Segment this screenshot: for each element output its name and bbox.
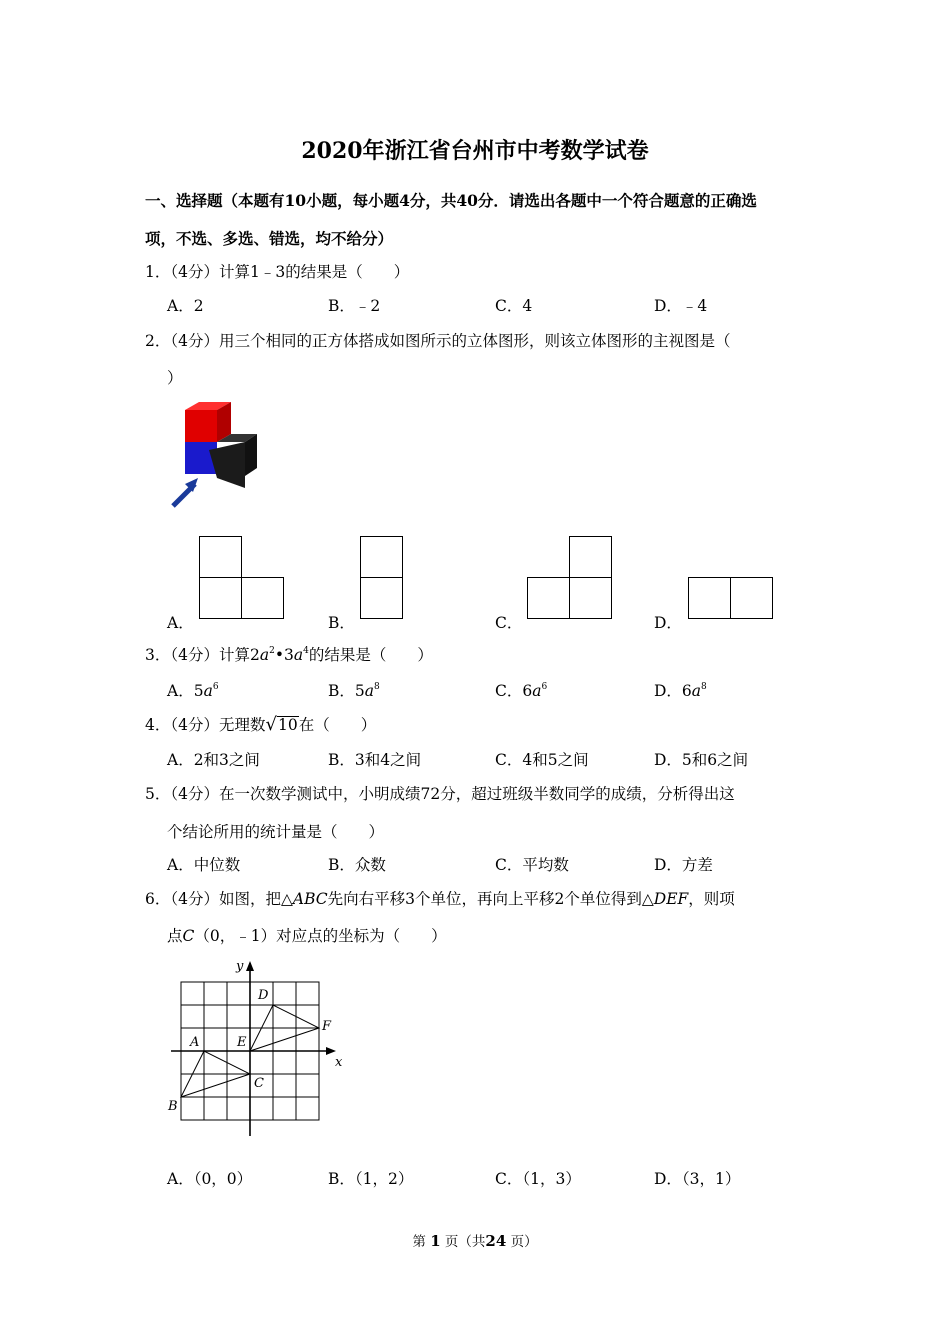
page-number: 1 [430, 1232, 441, 1250]
q6-stem: 6．（4分）如图，把△ABC先向右平移3个单位，再向上平移2个单位得到△DEF，则项 [145, 890, 735, 908]
q4-option-a: A．2和3之间 [167, 751, 260, 769]
axis-label-x: x [335, 1055, 343, 1070]
q5-stem-line2: 个结论所用的统计量是（ ） [167, 823, 385, 841]
q4-option-c: C．4和5之间 [495, 751, 589, 769]
q3-option-d: D．$6a^8$ [654, 682, 707, 700]
view-c-bottom-right [569, 577, 612, 619]
sqrt-radicand: 10 [277, 716, 298, 734]
point-label-b: B [168, 1099, 178, 1114]
cube-figure [165, 398, 265, 513]
view-c-top [569, 536, 612, 578]
q1-option-b: B．﹣2 [328, 297, 381, 315]
q5-option-a: A．中位数 [167, 856, 241, 874]
q6-option-d: D．（3，1） [654, 1170, 741, 1188]
point-label-d: D [258, 988, 269, 1003]
q2-option-c: C． [495, 614, 523, 632]
q6-option-b: B．（1，2） [328, 1170, 414, 1188]
section-heading-line2: 项，不选、多选、错选，均不给分） [145, 229, 394, 248]
q4-option-d: D．5和6之间 [654, 751, 749, 769]
q3-option-c: C．$6a^6$ [495, 682, 548, 700]
view-a-bottom-right [241, 577, 284, 619]
q2-option-b: B． [328, 614, 355, 632]
q2-stem-line2: ） [167, 369, 183, 387]
axis-label-y: y [236, 959, 244, 974]
view-d-right [730, 577, 773, 619]
point-label-c: C [254, 1076, 264, 1091]
q1-stem: 1．（4分）计算1﹣3的结果是（ ） [145, 263, 410, 281]
q5-option-b: B．众数 [328, 856, 386, 874]
page-total: 24 [485, 1232, 507, 1250]
point-label-a: A [190, 1035, 200, 1050]
coordinate-grid-figure [160, 955, 360, 1140]
view-b-bottom [360, 577, 403, 619]
q2-option-d: D． [654, 614, 682, 632]
q3-stem: 3．（4分）计算$2a^2•3a^4$的结果是（ ） [145, 646, 433, 664]
q4-stem: 4．（4分）无理数√10在（ ） [145, 714, 377, 735]
page-title: 2020年浙江省台州市中考数学试卷 [301, 138, 649, 164]
view-d-left [688, 577, 731, 619]
point-label-f: F [322, 1019, 332, 1034]
view-a-top [199, 536, 242, 578]
q3-option-b: B．$5a^8$ [328, 682, 380, 700]
view-c-bottom-left [527, 577, 570, 619]
q2-option-a: A． [167, 614, 194, 632]
section-heading: 一、选择题（本题有10小题，每小题4分，共40分．请选出各题中一个符合题意的正确选 [145, 191, 757, 210]
view-b-top [360, 536, 403, 578]
q1-option-a: A．2 [167, 297, 204, 315]
point-label-e: E [237, 1035, 247, 1050]
q6-stem-line2: 点C（0，﹣1）对应点的坐标为（ ） [167, 927, 447, 945]
sqrt-symbol: √ [265, 714, 277, 735]
q1-option-d: D．﹣4 [654, 297, 708, 315]
q5-option-c: C．平均数 [495, 856, 569, 874]
q6-option-c: C．（1，3） [495, 1170, 581, 1188]
q5-option-d: D．方差 [654, 856, 713, 874]
q5-stem: 5．（4分）在一次数学测试中，小明成绩72分，超过班级半数同学的成绩，分析得出这 [145, 785, 735, 803]
q1-option-c: C．4 [495, 297, 533, 315]
view-a-bottom-left [199, 577, 242, 619]
q4-option-b: B．3和4之间 [328, 751, 422, 769]
q3-option-a: A．$5a^6$ [167, 682, 219, 700]
q6-option-a: A．（0，0） [167, 1170, 253, 1188]
q2-stem: 2．（4分）用三个相同的正方体搭成如图所示的立体图形，则该立体图形的主视图是（ [145, 332, 731, 350]
page-footer: 第 1 页（共24 页） [412, 1232, 538, 1250]
